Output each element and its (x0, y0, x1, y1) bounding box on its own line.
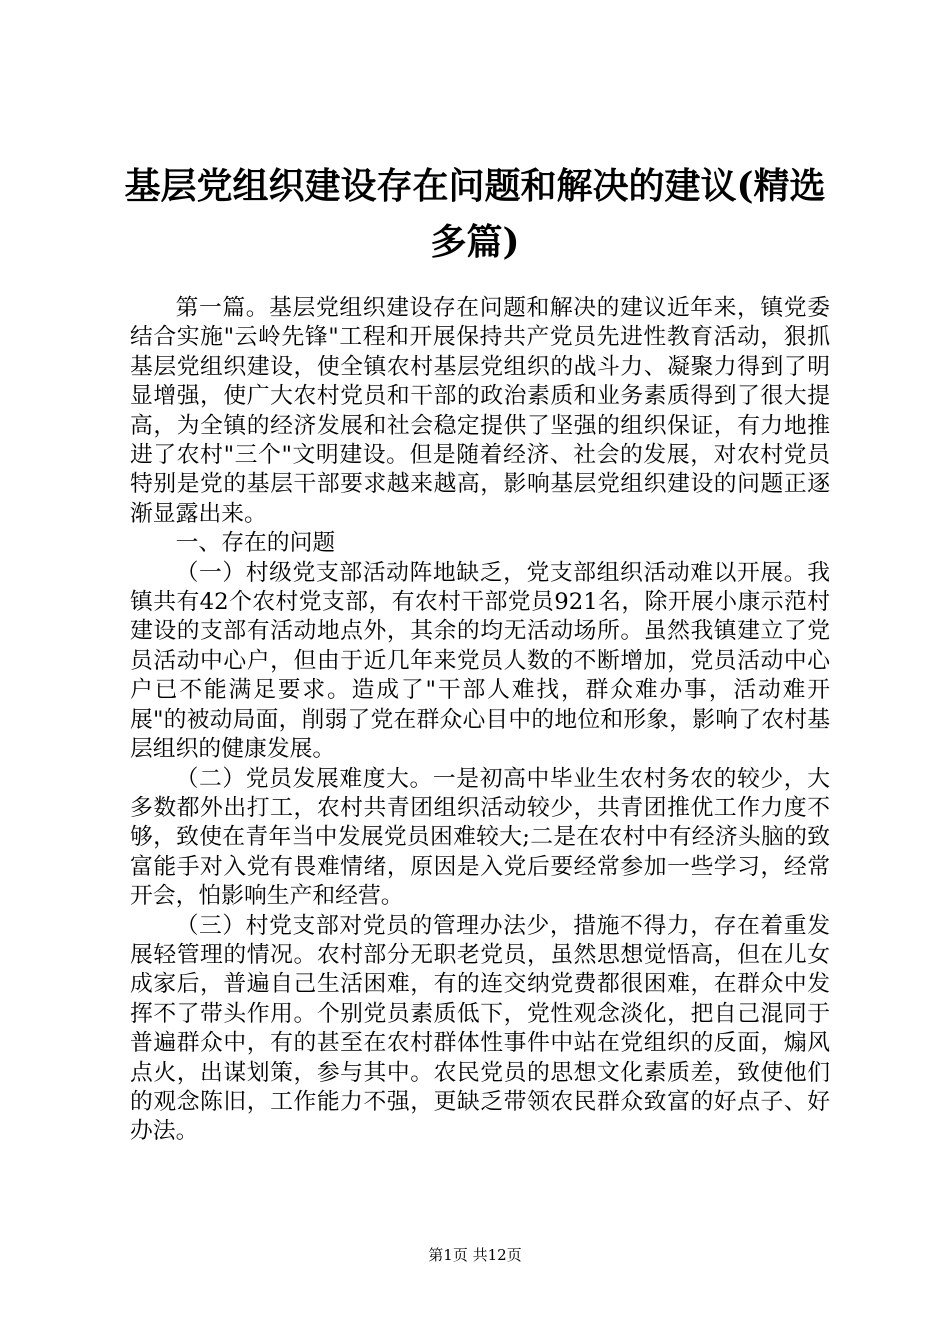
page-footer: 第1页 共12页 (428, 1246, 522, 1264)
document-body (130, 294, 830, 1147)
document-title: 基层党组织建设存在问题和解决的建议(精选多篇) (124, 165, 826, 263)
section-heading: 一、存在的问题 (175, 530, 336, 557)
paragraph-issue-3: （三）村党支部对党员的管理办法少，措施不得力，存在着重发展轻管理的情况。农村部分无职老党员，虽然思想觉悟高，但在儿女成家后，普遍自己生活困难，有的连交纳党费都很困难，在群众中发挥不了带头作用。个别党员素质低下，党性观念淡化，把自己混同于普遍群众中，有的甚至在农村群体性事件中站在党组织的反面，煽风点火，出谋划策，参与其中。农民党员的思想文化素质差，致使他们的观念陈旧，工作能力不强，更缺乏带领农民群众致富的好点子、好办法。 (130, 912, 830, 1145)
paragraph-issue-1: （一）村级党支部活动阵地缺乏，党支部组织活动难以开展。我镇共有42个农村党支部，有农村干部党员921名，除开展小康示范村建设的支部有活动地点外，其余的均无活动场所。虽然我镇建立了党员活动中心户，但由于近几年来党员人数的不断增加，党员活动中心户已不能满足要求。造成了"干部人难找，群众难办事，活动难开展"的被动局面，削弱了党在群众心目中的地位和形象，影响了农村基层组织的健康发展。 (130, 559, 830, 763)
paragraph-intro: 第一篇。基层党组织建设存在问题和解决的建议近年来，镇党委结合实施"云岭先锋"工程和开展保持共产党员先进性教育活动，狠抓基层党组织建设，使全镇农村基层党组织的战斗力、凝聚力得到了明显增强，使广大农村党员和干部的政治素质和业务素质得到了很大提高，为全镇的经济发展和社会稳定提供了坚强的组织保证，有力地推进了农村"三个"文明建设。但是随着经济、社会的发展，对农村党员特别是党的基层干部要求越来越高，影响基层党组织建设的问题正逐渐显露出来。 (130, 295, 830, 527)
paragraph-issue-2: （二）党员发展难度大。一是初高中毕业生农村务农的较少，大多数都外出打工，农村共青团组织活动较少，共青团推优工作力度不够，致使在青年当中发展党员困难较大;二是在农村中有经济头脑的致富能手对入党有畏难情绪，原因是入党后要经常参加一些学习，经常开会，怕影响生产和经营。 (130, 765, 830, 910)
